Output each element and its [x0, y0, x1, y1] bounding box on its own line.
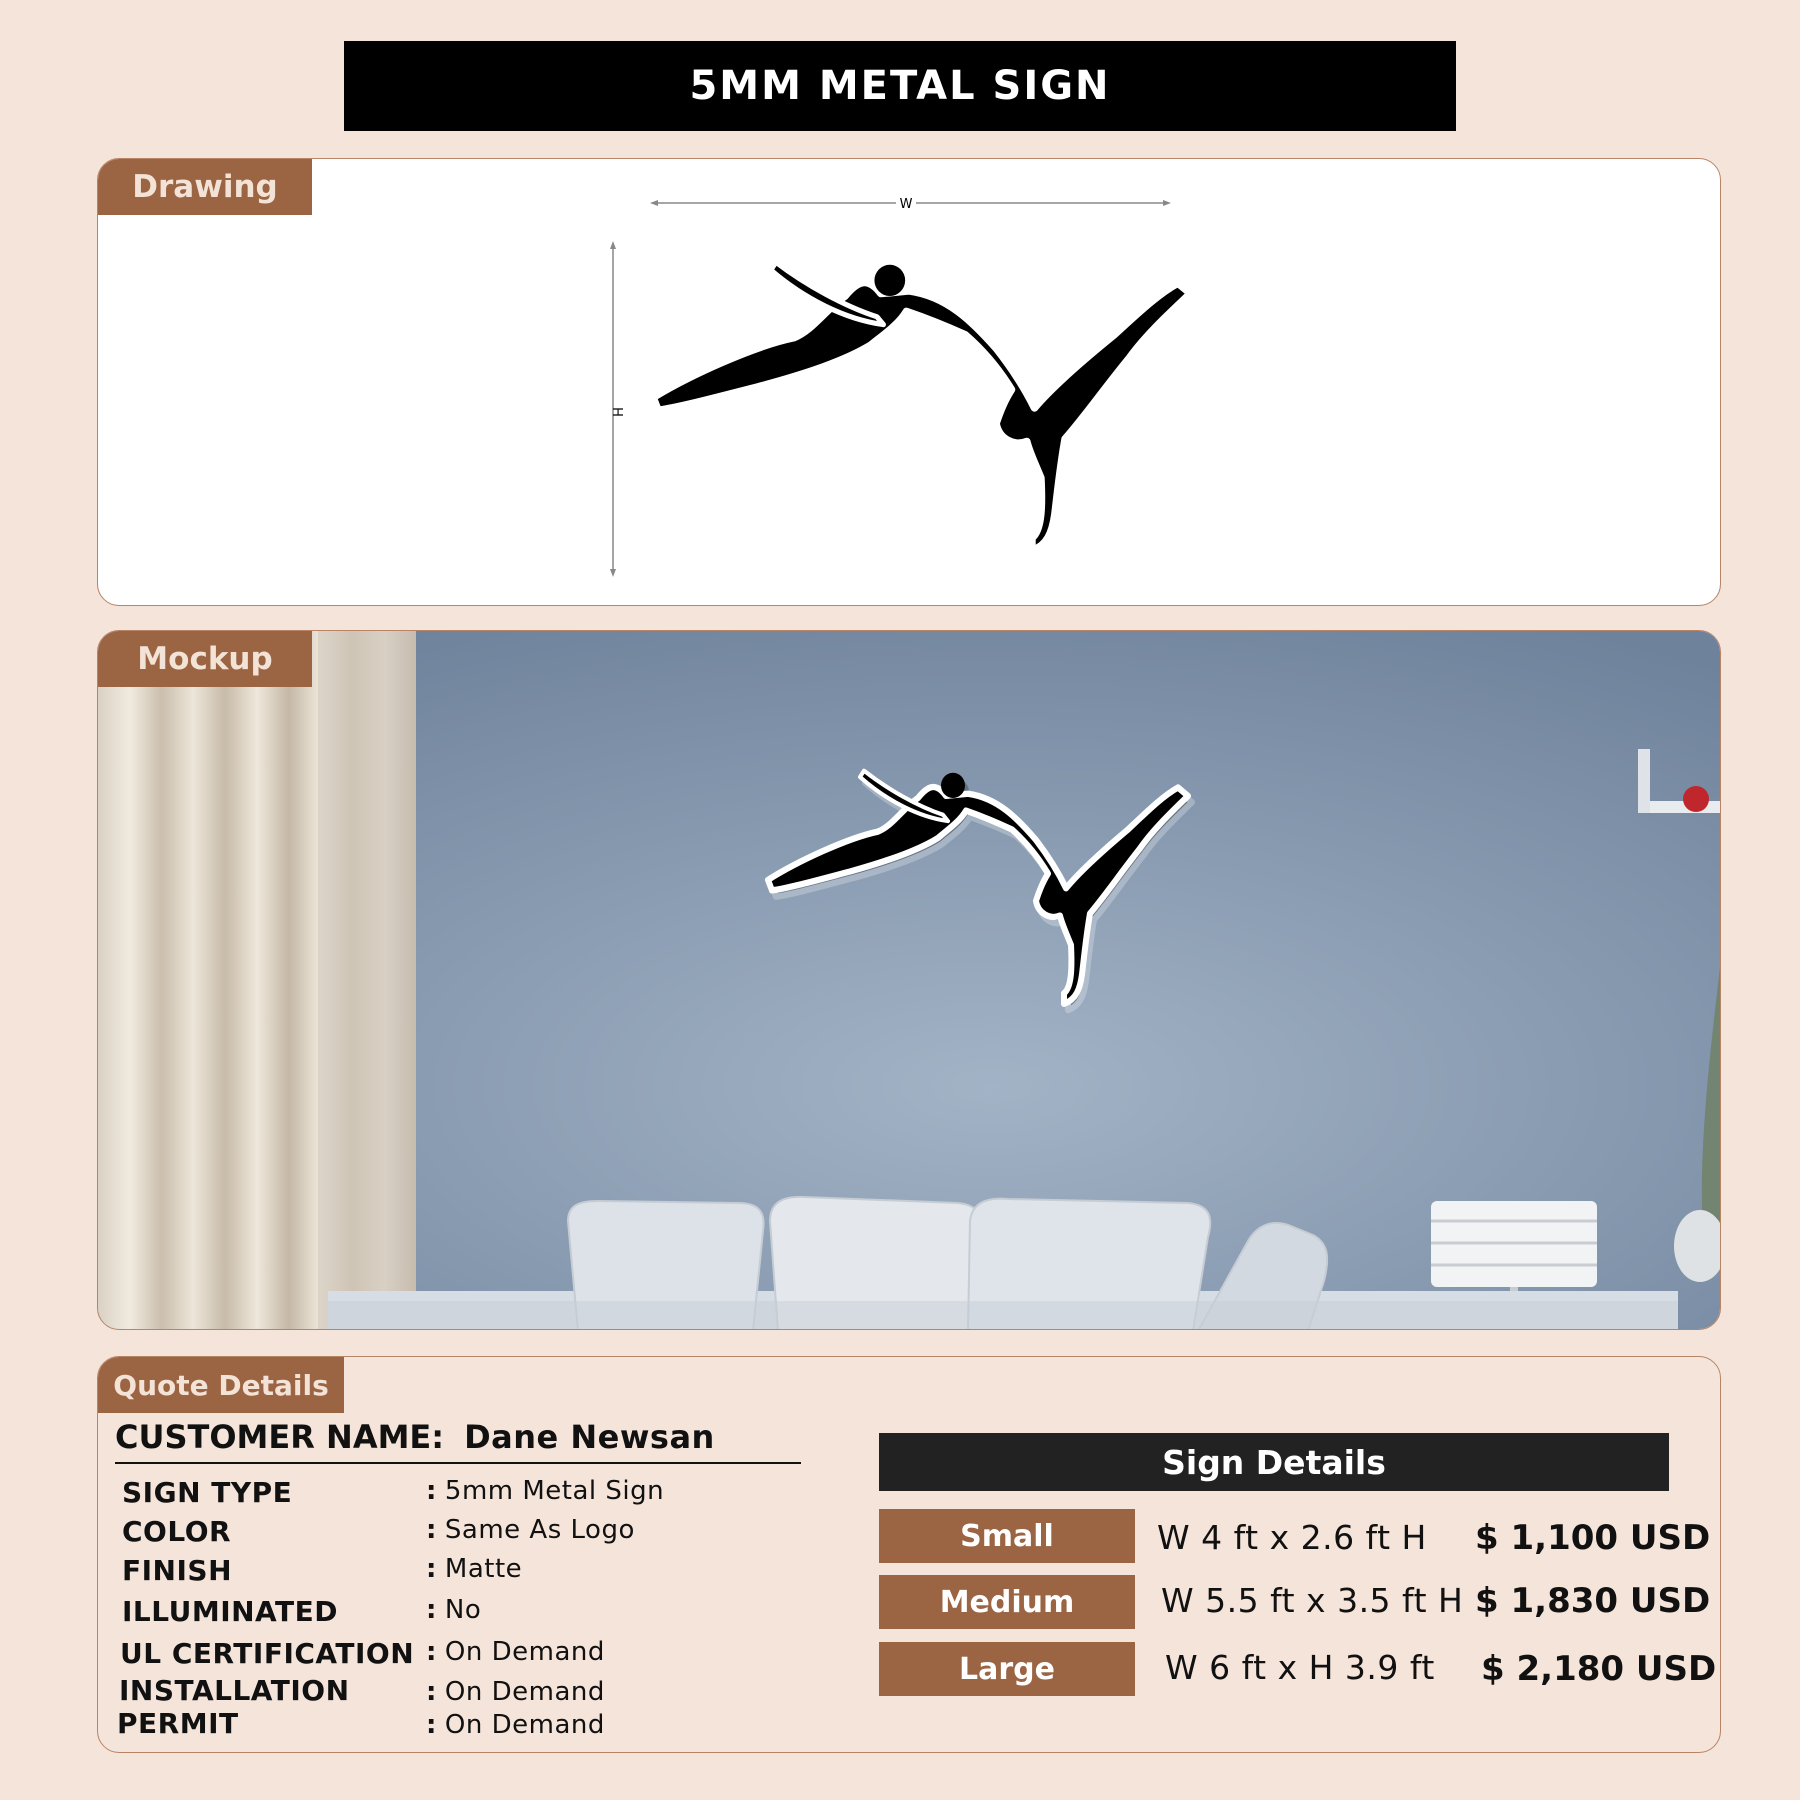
size-price-small: $ 1,100 USD — [1475, 1518, 1711, 1558]
drawing-panel — [97, 158, 1721, 606]
quote-tab: Quote Details — [98, 1357, 344, 1413]
size-label-large: Large — [879, 1642, 1135, 1696]
sign-details-header: Sign Details — [879, 1433, 1669, 1491]
spec-value-sign-type: : 5mm Metal Sign — [426, 1476, 665, 1506]
size-price-large: $ 2,180 USD — [1481, 1649, 1717, 1689]
spec-value-illuminated: : No — [426, 1595, 482, 1625]
mockup-panel — [97, 630, 1721, 1330]
drawing-tab: Drawing — [98, 159, 312, 215]
wall-shelf — [1638, 801, 1721, 813]
size-label-small: Small — [879, 1509, 1135, 1563]
spec-value-finish: : Matte — [426, 1554, 523, 1584]
size-dims-medium: W 5.5 ft x 3.5 ft H — [1161, 1581, 1464, 1620]
size-dims-large: W 6 ft x H 3.9 ft — [1165, 1648, 1435, 1687]
mockup-tab: Mockup — [98, 631, 312, 687]
size-dims-small: W 4 ft x 2.6 ft H — [1157, 1518, 1427, 1557]
spec-value-ul-certification: : On Demand — [426, 1637, 605, 1667]
customer-name: Dane Newsan — [464, 1418, 715, 1456]
spec-label-finish: FINISH — [122, 1554, 232, 1587]
spec-value-installation: : On Demand — [426, 1677, 605, 1707]
spec-label-permit: PERMIT — [117, 1707, 239, 1740]
spec-label-illuminated: ILLUMINATED — [122, 1595, 339, 1628]
drawing-canvas — [98, 159, 1721, 606]
customer-row — [115, 1418, 801, 1464]
dancers-silhouette — [653, 262, 1191, 551]
customer-label: CUSTOMER NAME: — [115, 1418, 445, 1456]
spec-value-color: : Same As Logo — [426, 1515, 635, 1545]
page-title: 5MM METAL SIGN — [344, 41, 1456, 131]
spec-value-permit: : On Demand — [426, 1710, 605, 1740]
size-price-medium: $ 1,830 USD — [1475, 1581, 1711, 1621]
width-marker: W — [899, 197, 913, 212]
mockup-image — [98, 631, 1721, 1330]
spec-label-ul-certification: UL CERTIFICATION — [120, 1637, 415, 1670]
spec-label-color: COLOR — [122, 1515, 232, 1548]
size-label-medium: Medium — [879, 1575, 1135, 1629]
height-marker: H — [609, 407, 624, 417]
spec-label-sign-type: SIGN TYPE — [122, 1476, 293, 1509]
spec-label-installation: INSTALLATION — [119, 1674, 350, 1707]
